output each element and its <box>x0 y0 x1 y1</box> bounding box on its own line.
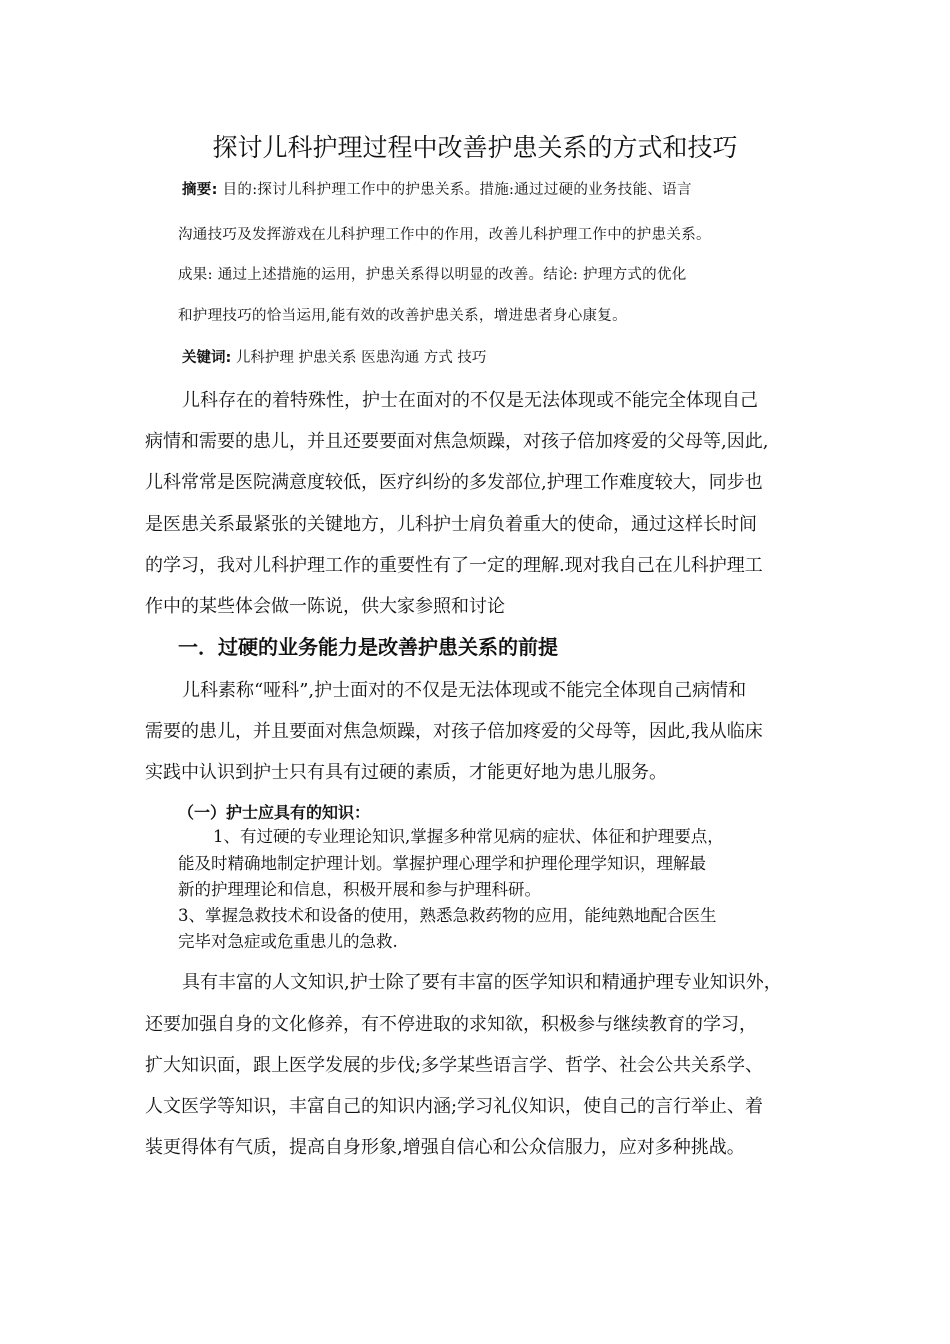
intro-line-6: 作中的某些体会做一陈说，供大家参照和讨论 <box>145 596 505 617</box>
abstract-text-1: 目的:探讨儿科护理工作中的护患关系。措施:通过过硬的业务技能、语言 <box>217 182 692 198</box>
intro-line-5: 的学习，我对儿科护理工作的重要性有了一定的理解.现对我自己在儿科护理工 <box>145 555 763 576</box>
item-3-line-1: 3、掌握急救技术和设备的使用，熟悉急救药物的应用，能纯熟地配合医生 <box>178 906 717 925</box>
subsection-heading: （一）护士应具有的知识： <box>178 803 371 822</box>
closing-line-3: 扩大知识面，跟上医学发展的步伐;多学某些语言学、哲学、社会公共关系学、 <box>145 1055 764 1076</box>
abstract-label: 摘要: <box>182 182 218 198</box>
closing-line-1: 具有丰富的人文知识,护士除了要有丰富的医学知识和精通护理专业知识外， <box>182 972 782 993</box>
item-1-line-1: 1、有过硬的专业理论知识,掌握多种常见病的症状、体征和护理要点， <box>213 827 724 846</box>
section-1-heading: 一．过硬的业务能力是改善护患关系的前提 <box>178 635 558 659</box>
abstract-line-4: 和护理技巧的恰当运用,能有效的改善护患关系，增进患者身心康复。 <box>178 308 627 324</box>
abstract-line-3: 成果: 通过上述措施的运用，护患关系得以明显的改善。结论: 护理方式的优化 <box>178 267 687 283</box>
section-1-line-1: 儿科素称“哑科”,护士面对的不仅是无法体现或不能完全体现自己病情和 <box>182 680 747 701</box>
intro-line-3: 儿科常常是医院满意度较低，医疗纠纷的多发部位,护理工作难度较大，同步也 <box>145 472 763 493</box>
item-1-line-3: 新的护理理论和信息，积极开展和参与护理科研。 <box>178 880 541 899</box>
intro-line-4: 是医患关系最紧张的关键地方，儿科护士肩负着重大的使命，通过这样长时间 <box>145 514 757 535</box>
document-title: 探讨儿科护理过程中改善护患关系的方式和技巧 <box>212 133 738 162</box>
keywords-label: 关键词: <box>182 350 232 366</box>
intro-line-2: 病情和需要的患儿，并且还要要面对焦急烦躁，对孩子倍加疼爱的父母等,因此, <box>145 431 769 452</box>
intro-line-1: 儿科存在的着特殊性，护士在面对的不仅是无法体现或不能完全体现自己 <box>182 390 758 411</box>
abstract-line-1 <box>182 180 692 200</box>
keywords-text: 儿科护理 护患关系 医患沟通 方式 技巧 <box>231 350 487 366</box>
section-1-line-3: 实践中认识到护士只有具有过硬的素质，才能更好地为患儿服务。 <box>145 762 667 783</box>
section-1-line-2: 需要的患儿，并且要面对焦急烦躁，对孩子倍加疼爱的父母等，因此,我从临床 <box>145 721 763 742</box>
closing-line-2: 还要加强自身的文化修养，有不停进取的求知欲，积极参与继续教育的学习， <box>145 1014 757 1035</box>
closing-line-4: 人文医学等知识，丰富自己的知识内涵;学习礼仪知识，使自己的言行举止、着 <box>145 1096 764 1117</box>
closing-line-5: 装更得体有气质，提高自身形象,增强自信心和公众信服力，应对多种挑战。 <box>145 1137 745 1158</box>
keywords-line <box>182 348 486 368</box>
abstract-line-2: 沟通技巧及发挥游戏在儿科护理工作中的作用，改善儿科护理工作中的护患关系。 <box>178 227 711 243</box>
item-1-line-2: 能及时精确地制定护理计划。掌握护理心理学和护理伦理学知识，理解最 <box>178 854 706 873</box>
item-3-line-2: 完毕对急症或危重患儿的急救. <box>178 932 398 951</box>
